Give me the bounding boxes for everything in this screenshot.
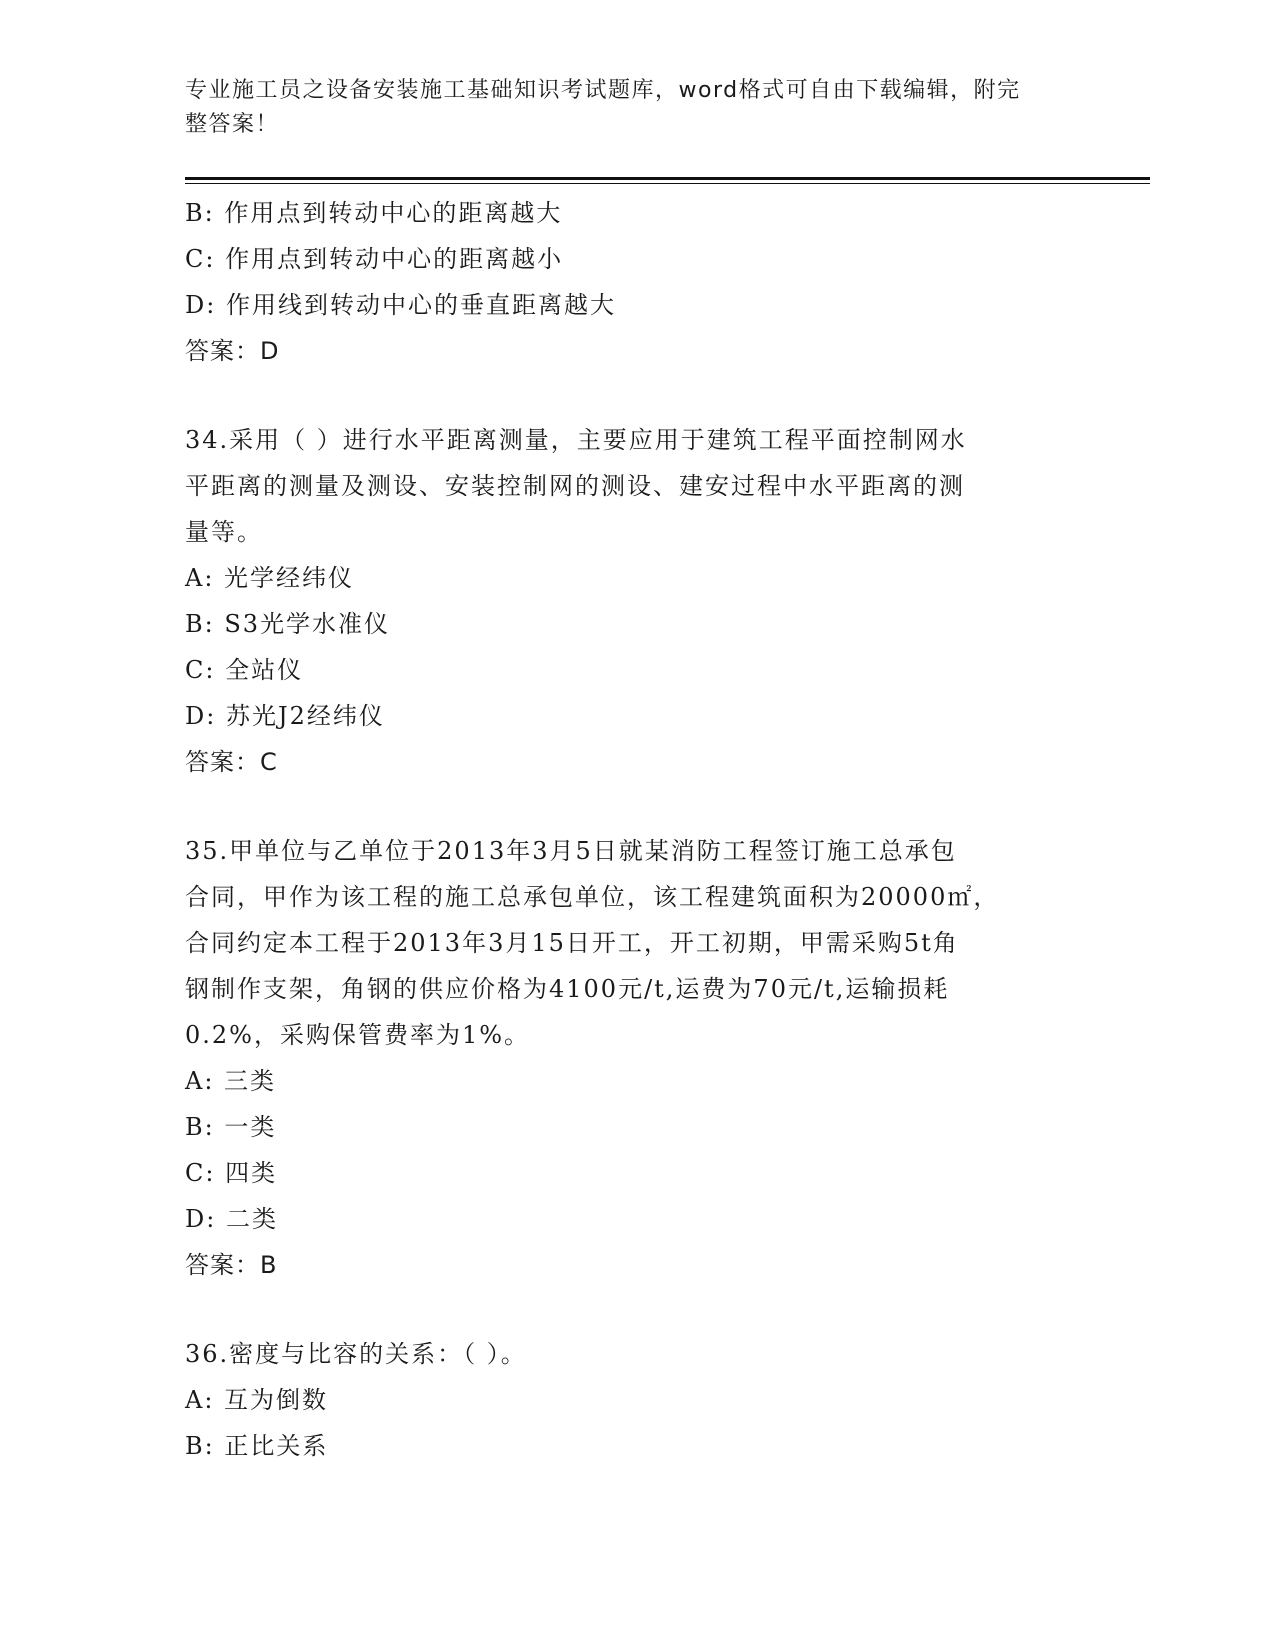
question-36 — [185, 1331, 1065, 1469]
option-b: B: 正比关系 — [185, 1432, 329, 1460]
option-c: C: 作用点到转动中心的距离越小 — [185, 245, 564, 273]
question-stem-line: 平距离的测量及测设、安装控制网的测设、建安过程中水平距离的测 — [185, 472, 965, 500]
option-a: A: 光学经纬仪 — [185, 564, 355, 592]
question-stem-line: 量等。 — [185, 518, 263, 546]
option-b: B: S3光学水准仪 — [185, 610, 391, 638]
document-body — [185, 190, 1065, 1469]
question-35 — [185, 828, 1065, 1288]
question-34 — [185, 417, 1065, 785]
question-stem-line: 合同，甲作为该工程的施工总承包单位，该工程建筑面积为20000㎡， — [185, 883, 1000, 911]
question-33 — [185, 190, 1065, 374]
answer-34: 答案：C — [185, 748, 278, 776]
header-line-2: 整答案！ — [185, 112, 280, 137]
document-header — [185, 74, 1065, 142]
question-stem-line: 34.采用（ ）进行水平距离测量，主要应用于建筑工程平面控制网水 — [185, 426, 967, 454]
option-d: D: 苏光J2经纬仪 — [185, 702, 385, 730]
answer-35: 答案：B — [185, 1251, 278, 1279]
option-d: D: 二类 — [185, 1205, 278, 1233]
question-stem-line: 合同约定本工程于2013年3月15日开工，开工初期，甲需采购5t角 — [185, 929, 959, 957]
option-d: D: 作用线到转动中心的垂直距离越大 — [185, 291, 616, 319]
question-stem-line: 0.2%，采购保管费率为1%。 — [185, 1021, 531, 1049]
option-a: A: 互为倒数 — [185, 1386, 329, 1414]
option-c: C: 四类 — [185, 1159, 278, 1187]
header-divider-thin — [185, 183, 1150, 184]
question-stem-line: 35.甲单位与乙单位于2013年3月5日就某消防工程签订施工总承包 — [185, 837, 957, 865]
option-b: B: 作用点到转动中心的距离越大 — [185, 199, 563, 227]
answer-33: 答案：D — [185, 337, 280, 365]
option-b: B: 一类 — [185, 1113, 277, 1141]
header-line-1: 专业施工员之设备安装施工基础知识考试题库，word格式可自由下载编辑，附完 — [185, 78, 1021, 103]
question-stem-line: 36.密度与比容的关系：（ ）。 — [185, 1340, 527, 1368]
option-c: C: 全站仪 — [185, 656, 304, 684]
question-stem-line: 钢制作支架，角钢的供应价格为4100元/t,运费为70元/t,运输损耗 — [185, 975, 950, 1003]
option-a: A: 三类 — [185, 1067, 277, 1095]
header-divider-thick — [185, 177, 1150, 180]
